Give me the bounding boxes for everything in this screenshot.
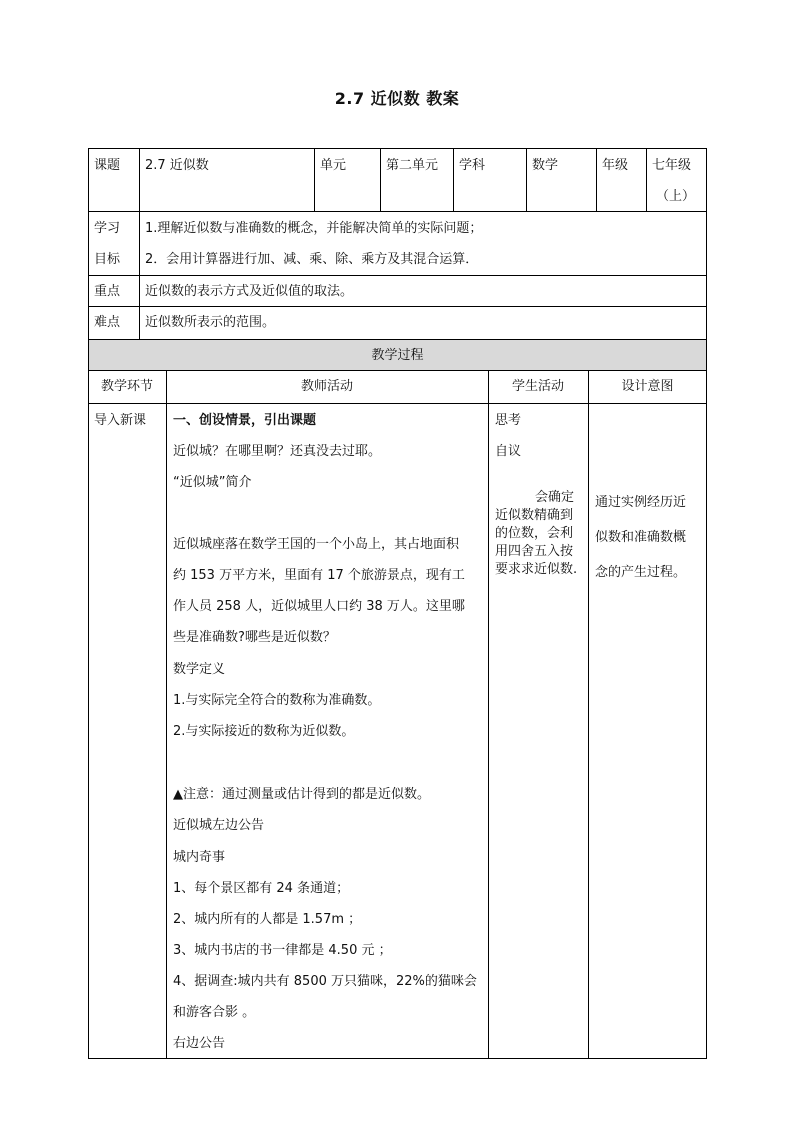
row-divider [88, 403, 707, 404]
goals-label: 学习 [94, 221, 121, 236]
goal-item: 1.理解近似数与准确数的概念，并能解决简单的实际问题； [145, 221, 483, 236]
student-line: 用四舍五入按 [495, 544, 574, 559]
goals-label: 目标 [94, 252, 121, 267]
page-title: 2.7 近似数 教案 [334, 89, 460, 108]
col-divider [139, 148, 140, 339]
teacher-line: 近似城？在哪里啊？还真没去过耶。 [173, 444, 382, 459]
intent-line: 通过实例经历近 [595, 495, 687, 510]
teacher-line: 3、城内书店的书一律都是 4.50 元 ； [173, 943, 392, 958]
difficulty-label: 难点 [94, 315, 121, 330]
teacher-line: 右边公告 [173, 1036, 226, 1051]
focus-label: 重点 [94, 284, 121, 299]
teacher-line: 和游客合影 。 [173, 1005, 256, 1020]
row-divider [88, 306, 707, 307]
unit-value: 第二单元 [386, 158, 439, 173]
column-header: 设计意图 [621, 379, 674, 394]
grade-value: 七年级 [652, 158, 692, 173]
row-divider [88, 370, 707, 371]
teacher-line: 城内奇事 [173, 850, 226, 865]
focus-text: 近似数的表示方式及近似值的取法。 [145, 284, 354, 299]
intent-line: 似数和准确数概 [595, 530, 687, 545]
col-divider [596, 148, 597, 211]
col-divider [166, 370, 167, 1059]
goal-item: 2．会用计算器进行加、减、乘、除、乘方及其混合运算． [145, 252, 479, 267]
student-line: 近似数精确到 [495, 508, 574, 523]
col-divider [526, 148, 527, 211]
intent-line: 念的产生过程。 [595, 565, 687, 580]
column-header: 教师活动 [300, 379, 353, 394]
teacher-line: 1、每个景区都有 24 条通道； [173, 881, 350, 896]
process-header: 教学过程 [371, 348, 424, 363]
student-line: 思考 [495, 413, 522, 428]
unit-label: 单元 [320, 158, 347, 173]
column-header: 学生活动 [511, 379, 564, 394]
teacher-line: 1.与实际完全符合的数称为准确数。 [173, 693, 381, 708]
topic-label: 课题 [94, 158, 121, 173]
col-divider [380, 148, 381, 211]
subject-value: 数学 [532, 158, 559, 173]
stage-cell: 导入新课 [94, 413, 147, 428]
col-divider [453, 148, 454, 211]
row-divider [88, 339, 707, 340]
teacher-line: 一、创设情景，引出课题 [173, 413, 317, 428]
teacher-line: “近似城”简介 [173, 475, 252, 490]
teacher-line: 些是准确数?哪些是近似数？ [173, 630, 336, 645]
col-divider [588, 370, 589, 1059]
teacher-line: ▲注意：通过测量或估计得到的都是近似数。 [173, 787, 430, 802]
teacher-line: 作人员 258 人，近似城里人口约 38 万人。这里哪 [173, 599, 465, 614]
student-line: 的位数，会利 [495, 526, 574, 541]
row-divider [88, 211, 707, 212]
grade-term: （上） [656, 189, 696, 204]
teacher-line: 约 153 万平方米，里面有 17 个旅游景点，现有工 [173, 568, 465, 583]
grade-label: 年级 [602, 158, 629, 173]
row-divider [88, 275, 707, 276]
column-header: 教学环节 [100, 379, 153, 394]
teacher-line: 4、据调查:城内共有 8500 万只猫咪，22%的猫咪会 [173, 974, 477, 989]
col-divider [314, 148, 315, 211]
teacher-line: 数学定义 [173, 662, 226, 677]
topic-value: 2.7 近似数 [145, 158, 209, 173]
col-divider [488, 370, 489, 1059]
teacher-line: 近似城左边公告 [173, 818, 265, 833]
col-divider [646, 148, 647, 211]
teacher-line: 2、城内所有的人都是 1.57m ； [173, 912, 362, 927]
difficulty-text: 近似数所表示的范围。 [145, 315, 276, 330]
student-line: 要求求近似数. [495, 562, 578, 577]
teacher-line: 近似城座落在数学王国的一个小岛上，其占地面积 [173, 537, 460, 552]
student-line: 自议 [495, 444, 522, 459]
student-line: 会确定 [535, 490, 575, 505]
teacher-line: 2.与实际接近的数称为近似数。 [173, 724, 355, 739]
subject-label: 学科 [459, 158, 486, 173]
